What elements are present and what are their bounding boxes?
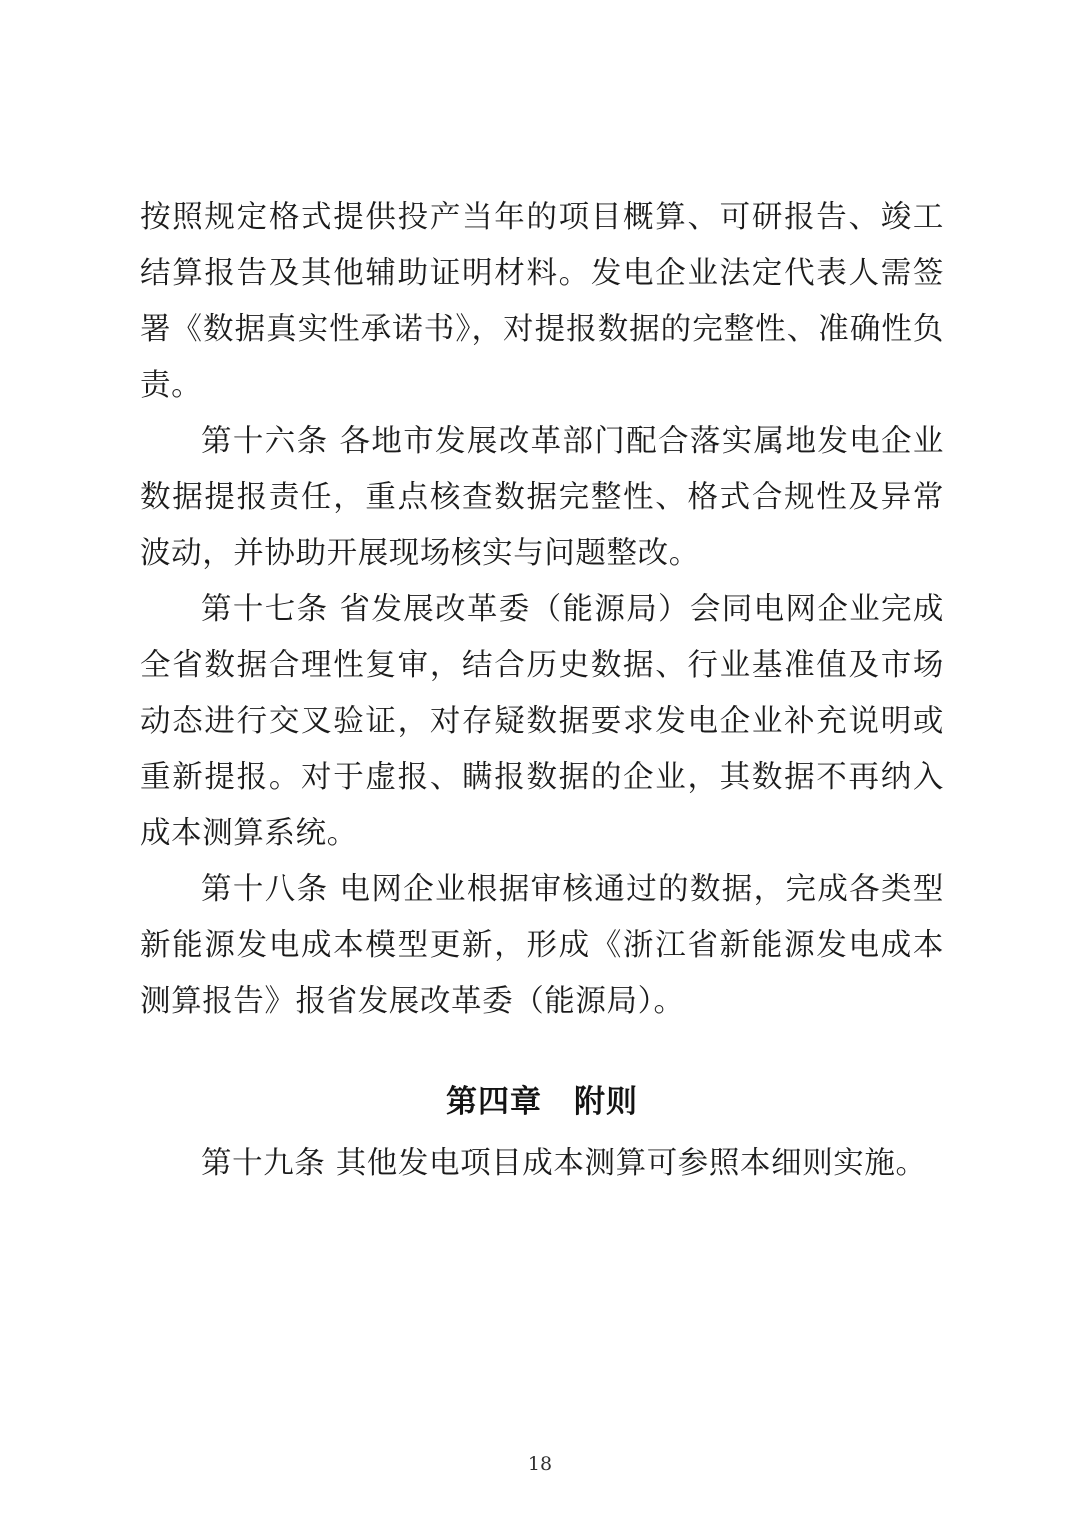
chapter-heading-number: 第四章 <box>446 1084 542 1120</box>
paragraph-continuation: 按照规定格式提供投产当年的项目概算、可研报告、竣工结算报告及其他辅助证明材料。发电企业法定代表人需签署《数据真实性承诺书》，对提报数据的完整性、准确性负责。 <box>140 200 944 403</box>
chapter-heading-title: 附则 <box>574 1084 638 1120</box>
chapter-heading <box>140 1030 944 1136</box>
paragraph-article-16: 第十六条 各地市发展改革部门配合落实属地发电企业数据提报责任，重点核查数据完整性、格式合规性及异常波动，并协助开展现场核实与问题整改。 <box>140 424 944 571</box>
page-number: 18 <box>527 1453 553 1475</box>
paragraph-article-19: 第十九条 其他发电项目成本测算可参照本细则实施。 <box>201 1146 927 1181</box>
paragraph-article-17: 第十七条 省发展改革委（能源局）会同电网企业完成全省数据合理性复审，结合历史数据、行业基准值及市场动态进行交叉验证，对存疑数据要求发电企业补充说明或重新提报。对于虚报、瞒报数据的企业，其数据不再纳入成本测算系统。 <box>140 592 944 851</box>
document-body <box>140 190 944 1192</box>
paragraph-article-18: 第十八条 电网企业根据审核通过的数据，完成各类型新能源发电成本模型更新，形成《浙江省新能源发电成本测算报告》报省发展改革委（能源局）。 <box>140 872 944 1019</box>
